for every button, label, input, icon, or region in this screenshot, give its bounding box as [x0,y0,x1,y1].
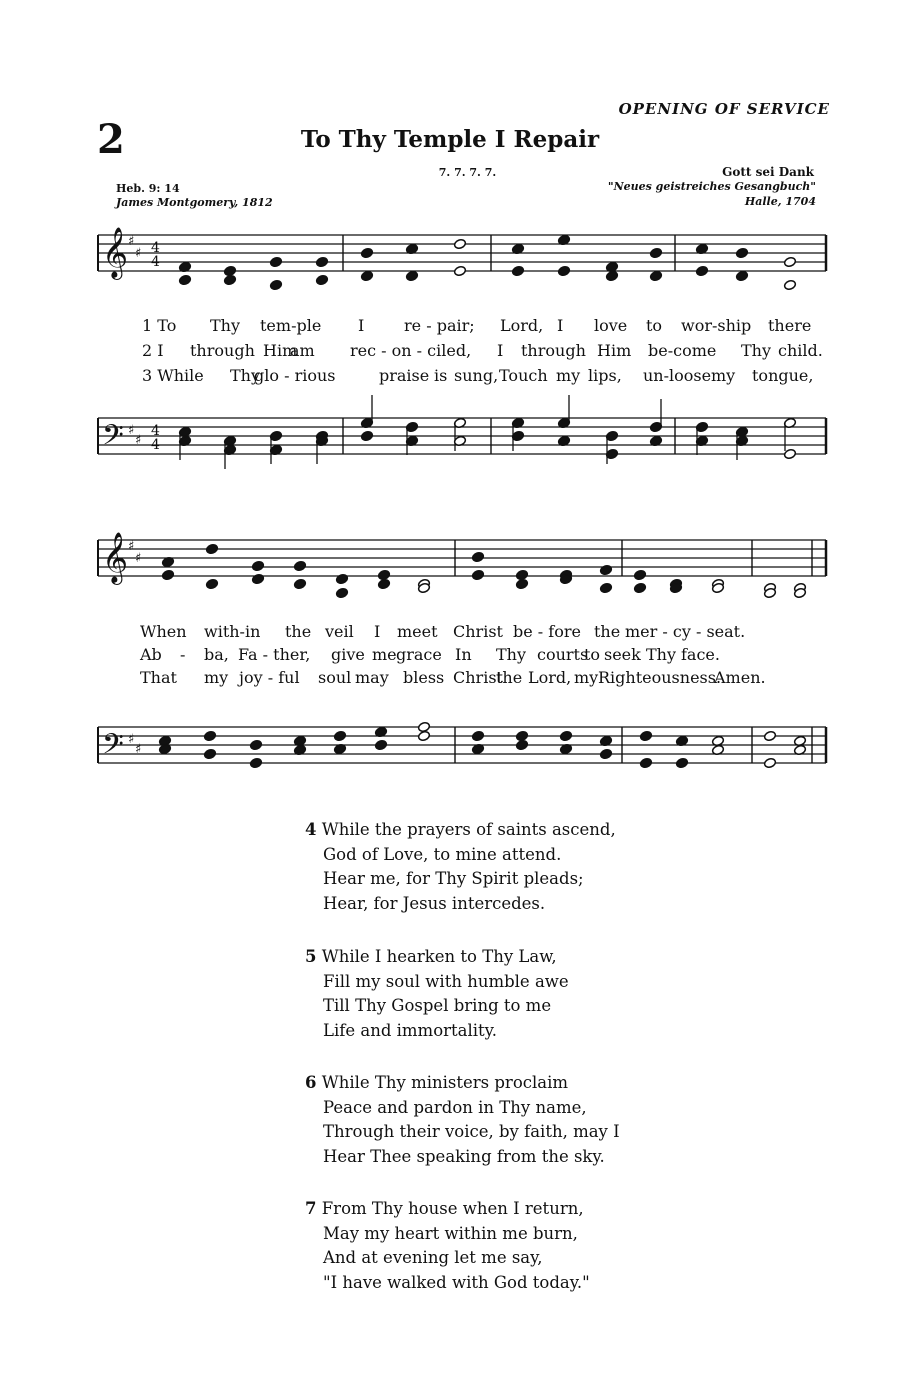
note-head [377,569,390,580]
note-head [315,256,328,267]
lyric-syllable: rec - on - ciled, [350,341,472,360]
stanza-line: May my heart within me burn, [323,1223,578,1243]
lyric-syllable: In [455,645,472,664]
stanza-6 [305,1071,620,1169]
sharp-icon: ♯ [128,234,135,249]
lyric-syllable: Righteousness. [598,668,722,687]
lyric-syllable: Ab [140,645,162,664]
stanza-line: 6 While Thy ministers proclaim [305,1073,569,1092]
lyric-syllable: re - pair; [404,316,475,335]
time-signature: 4 [151,240,160,256]
note-head [223,265,236,276]
treble-clef-icon: 𝄞 [102,227,129,278]
note-head [639,757,652,768]
lyric-syllable: to [646,316,663,335]
tune-name: Gott sei Dank [722,165,814,179]
lyric-syllable: be - fore [513,622,581,641]
lyric-syllable: wor-ship [681,316,752,335]
text-author: James Montgomery, 1812 [116,196,273,209]
note-head [269,256,282,267]
note-head [360,430,373,441]
note-head [417,721,430,732]
note-head [511,265,524,276]
note-head [675,757,688,768]
lyric-syllable: When [140,622,187,641]
lyric-syllable: my [711,366,736,385]
note-head [633,582,646,593]
lyric-syllable: Thy [210,316,241,335]
note-head [783,279,796,290]
note-head [471,551,484,562]
lyric-syllable: the [496,668,523,687]
stanza-line: Through their voice, by faith, may I [323,1122,620,1141]
stanza-number: 5 [305,947,317,966]
lyric-syllable: the [285,622,312,641]
note-head [783,256,796,267]
lyric-syllable: tem-ple [260,316,322,335]
lyric-syllable: joy - ful [239,668,300,687]
sharp-icon: ♯ [135,742,142,757]
stanza-line: 5 While I hearken to Thy Law, [305,947,557,966]
lyric-syllable: Touch [499,366,548,385]
lyric-syllable: Thy [646,645,677,664]
lyric-syllable: I [497,341,504,360]
lyric-syllable: be-come [648,341,717,360]
stanza-line: And at evening let me say, [323,1248,543,1267]
note-head [471,730,484,741]
lyric-syllable: I [557,316,564,335]
stanza-line: Till Thy Gospel bring to me [323,996,552,1015]
note-head [649,247,662,258]
lyric-syllable: Thy [496,645,527,664]
note-head [557,265,570,276]
lyric-syllable: glo - rious [254,366,336,385]
lyric-syllable: Thy [741,341,772,360]
lyric-syllable: love [594,316,628,335]
note-head [315,274,328,285]
note-head [293,560,306,571]
stanza-line: Peace and pardon in Thy name, [323,1097,587,1117]
stanza-5 [305,945,569,1043]
lyric-syllable: face. [681,645,720,664]
note-head [374,739,387,750]
note-head [161,569,174,580]
note-head [205,578,218,589]
stanza-line: "I have walked with God today." [323,1272,590,1292]
lyric-syllable: tongue, [752,366,814,385]
sharp-icon: ♯ [135,551,142,566]
stanza-7 [305,1197,590,1295]
stanza-line: Life and immortality. [323,1020,498,1040]
lyric-syllable: may [355,668,389,687]
note-head [405,270,418,281]
stanza-line: God of Love, to mine attend. [323,844,562,864]
lyric-syllable: the [594,622,621,641]
note-head [205,543,218,554]
note-head [335,587,348,598]
lyric-syllable: Amen. [714,668,766,687]
note-head [360,270,373,281]
lyric-syllable: my [556,366,581,385]
lyric-syllable: Christ [453,622,503,641]
section-heading: OPENING OF SERVICE [618,100,830,118]
note-head [763,730,776,741]
time-signature: 4 [151,437,160,453]
note-head [515,739,528,750]
lyric-syllable: ba, [204,645,229,664]
note-head [735,247,748,258]
lyric-syllable: praise [379,366,430,385]
lyric-syllable: Lord, [528,668,572,687]
lyric-syllable: 1 To [142,316,177,335]
stanza-line: Hear Thee speaking from the sky. [323,1146,605,1166]
lyric-syllable: veil [325,622,354,641]
lyric-syllable: with-in [204,622,261,641]
note-head [515,569,528,580]
note-head [599,748,612,759]
lyric-syllable: That [140,668,177,687]
sharp-icon: ♯ [128,732,135,747]
lyric-syllable: me [372,645,397,664]
note-head [515,730,528,741]
bass-clef-icon: 𝄢 [102,419,124,459]
note-head [360,247,373,258]
note-head [203,748,216,759]
note-head [639,730,652,741]
lyric-syllable: un-loose [643,366,712,385]
lyric-syllable: sung, [454,366,499,385]
lyric-syllable: my [574,668,599,687]
lyric-syllable: I [358,316,365,335]
stanza-line: Hear, for Jesus intercedes. [323,893,546,913]
lyric-syllable: 2 I [142,341,164,360]
lyric-syllable: through [190,341,255,360]
note-head [559,730,572,741]
lyric-syllable: through [521,341,586,360]
sharp-icon: ♯ [135,246,142,261]
bass-clef-icon: 𝄢 [102,728,124,768]
note-head [605,270,618,281]
stanza-line: 4 While the prayers of saints ascend, [305,820,616,839]
stanza-line: 7 From Thy house when I return, [305,1199,584,1218]
lyric-syllable: give [331,645,365,664]
note-head [471,569,484,580]
note-head [515,578,528,589]
lyric-syllable: Him [597,341,632,360]
time-signature: 4 [151,423,160,439]
note-head [599,564,612,575]
treble-clef-icon: 𝄞 [102,532,129,583]
sharp-icon: ♯ [128,539,135,554]
note-head [335,573,348,584]
note-head [453,265,466,276]
stanza-line: Hear me, for Thy Spirit pleads; [323,869,584,888]
stanza-line: Fill my soul with humble awe [323,971,569,991]
note-head [599,582,612,593]
note-head [251,573,264,584]
lyric-syllable: my [204,668,229,687]
hymn-title: To Thy Temple I Repair [300,126,600,153]
lyric-syllable: I [374,622,381,641]
lyric-syllable: Fa - ther, [238,645,311,664]
lyric-syllable: lips, [588,366,622,385]
note-head [249,757,262,768]
note-head [249,739,262,750]
lyric-syllable: Christ [453,668,503,687]
lyric-syllable: 3 While [142,366,204,385]
note-head [763,757,776,768]
sharp-icon: ♯ [135,433,142,448]
lyric-syllable: Lord, [500,316,544,335]
note-head [269,279,282,290]
lyric-syllable: mer - cy - seat. [625,622,746,641]
sharp-icon: ♯ [128,423,135,438]
lyric-syllable: courts [537,645,589,664]
note-head [333,730,346,741]
lyric-syllable: Thy [230,366,261,385]
note-head [377,578,390,589]
lyric-syllable: grace [396,645,442,664]
note-head [695,265,708,276]
lyric-syllable: is [434,366,448,385]
note-head [178,274,191,285]
note-head [293,578,306,589]
stanza-4 [305,818,616,916]
lyric-syllable: soul [318,668,352,687]
note-head [649,270,662,281]
lyric-syllable: seek [604,645,641,664]
tune-place-date: Halle, 1704 [744,195,816,208]
lyric-syllable: - [180,645,186,664]
hymn-number: 2 [97,116,125,163]
lyric-syllable: Him [263,341,298,360]
stanza-number: 7 [305,1199,317,1218]
note-head [203,730,216,741]
lyric-syllable: child. [778,341,823,360]
note-head [417,730,430,741]
lyric-syllable: am [290,341,315,360]
note-head [633,569,646,580]
lyric-syllable: there [768,316,812,335]
stanza-number: 6 [305,1073,317,1092]
lyric-syllable: bless [403,668,445,687]
lyric-syllable: to [584,645,601,664]
note-head [735,270,748,281]
stanza-number: 4 [305,820,317,839]
lyric-syllable: meet [397,622,438,641]
tune-source: "Neues geistreiches Gesangbuch" [607,180,816,193]
note-head [223,274,236,285]
note-head [251,560,264,571]
time-signature: 4 [151,254,160,270]
meter: 7. 7. 7. 7. [438,166,497,179]
note-head [453,238,466,249]
scripture-reference: Heb. 9: 14 [116,182,180,195]
